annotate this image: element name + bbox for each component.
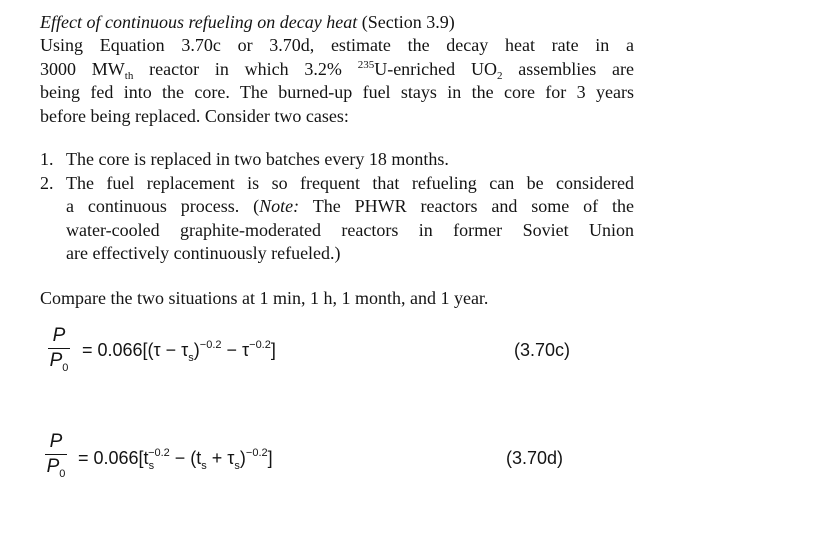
fraction-bar xyxy=(45,454,67,455)
problem-intro-paragraph xyxy=(40,34,634,128)
intro-line-1: Using Equation 3.70c or 3.70d, estimate the decay heat rate in a xyxy=(40,35,634,55)
case-2-line-4: are effectively continuously refueled.) xyxy=(66,243,341,263)
problem-section-ref: (Section 3.9) xyxy=(361,12,455,32)
equation-number: (3.70c) xyxy=(514,340,571,360)
problem-title xyxy=(40,10,455,34)
intro-line-3: being fed into the core. The burned-up fuel stays in the core for 3 years xyxy=(40,82,634,102)
intro-line-4: before being replaced. Consider two cases: xyxy=(40,105,349,126)
fraction-denominator: $P_0$ xyxy=(46,456,66,480)
fraction-bar xyxy=(48,348,70,349)
fraction-denominator: $P_0$ xyxy=(49,350,69,374)
case-1-line-1: The core is replaced in two batches every 18 months. xyxy=(66,149,449,169)
equation-number: (3.70d) xyxy=(506,448,564,468)
fraction-p-over-p0 xyxy=(45,431,67,480)
case-item-1 xyxy=(40,148,634,172)
cases-list xyxy=(40,148,634,266)
compare-instruction: Compare the two situations at 1 min, 1 h, 1 month, and 1 year. xyxy=(40,288,489,308)
fraction-numerator: P xyxy=(49,431,63,452)
case-number: 1. xyxy=(40,149,54,169)
case-number: 2. xyxy=(40,172,54,193)
equation-rhs: = $0.066[t_s^{-0.2} - (t_s + \tau_s)^{-0.2}]$ xyxy=(78,447,273,472)
intro-line-2: 3000 $MW_{th}$ reactor in which 3.2% $^{235}$U-enriched $UO_2$ assemblies are xyxy=(40,58,634,82)
case-2-line-1: The fuel replacement is so frequent that refueling can be considered xyxy=(66,172,634,193)
case-item-2 xyxy=(40,172,634,266)
case-2-line-2: a continuous process. (Note: The PHWR reactors and some of the xyxy=(66,196,634,216)
fraction-numerator: P xyxy=(52,325,66,346)
fraction-p-over-p0 xyxy=(48,325,70,374)
problem-title-italic: Effect of continuous refueling on decay heat xyxy=(40,12,358,32)
equation-rhs: = $0.066[(\tau - \tau_s)^{-0.2} - \tau^{-0.2}]$ xyxy=(82,339,276,364)
case-2-line-3: water-cooled graphite-moderated reactors in former Soviet Union xyxy=(66,219,634,240)
